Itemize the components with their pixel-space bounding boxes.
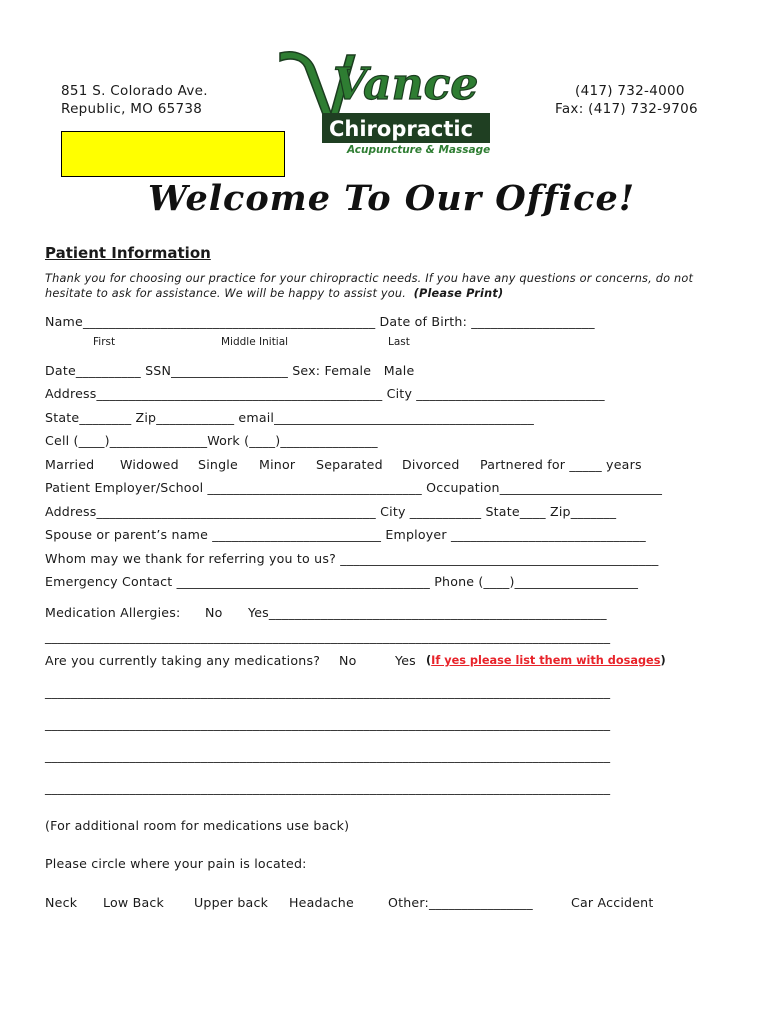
allergies-label: Medication Allergies: xyxy=(45,605,181,620)
phone-number: (417) 732-4000 xyxy=(575,83,685,99)
name-last-label: Last xyxy=(388,336,410,348)
address-line-2: Republic, MO 65738 xyxy=(61,101,203,117)
allergies-no-option[interactable]: No xyxy=(205,605,223,620)
pain-option-headache[interactable]: Headache xyxy=(289,895,354,910)
marital-divorced[interactable]: Divorced xyxy=(402,457,460,472)
address2-field[interactable]: Address___________________________________________ City ___________ State____ Zip_______ xyxy=(45,504,617,519)
medications-yes-option[interactable]: Yes xyxy=(395,653,416,668)
marital-separated[interactable]: Separated xyxy=(316,457,383,472)
pain-option-upper-back[interactable]: Upper back xyxy=(194,895,269,910)
intro-line-1: Thank you for choosing our practice for your chiropractic needs. If you have any questions or concerns, do not xyxy=(45,272,694,285)
spouse-employer-field[interactable]: Spouse or parent’s name __________________________ Employer ______________________________ xyxy=(45,527,646,542)
additional-room-note: (For additional room for medications use back) xyxy=(45,818,350,833)
medications-note-close: ) xyxy=(660,654,666,667)
emergency-contact-field[interactable]: Emergency Contact _______________________________________ Phone (____)___________________ xyxy=(45,574,639,589)
marital-single[interactable]: Single xyxy=(198,457,238,472)
pain-option-neck[interactable]: Neck xyxy=(45,895,78,910)
medication-line[interactable]: _______________________________________________________________________________________ xyxy=(45,716,611,731)
welcome-heading: Welcome To Our Office! xyxy=(148,178,636,219)
medications-no-option[interactable]: No xyxy=(339,653,357,668)
medications-question: Are you currently taking any medications? xyxy=(45,653,321,668)
logo-tagline-text: Acupuncture & Massage xyxy=(347,144,491,156)
state-zip-email-field[interactable]: State________ Zip____________ email________________________________________ xyxy=(45,410,535,425)
intro-line-2-text: hesitate to ask for assistance. We will be happy to assist you. xyxy=(45,287,407,300)
medication-line[interactable]: _______________________________________________________________________________________ xyxy=(45,748,611,763)
medication-line[interactable]: _______________________________________________________________________________________ xyxy=(45,780,611,795)
marital-widowed[interactable]: Widowed xyxy=(120,457,179,472)
please-print-note: (Please Print) xyxy=(413,287,504,300)
section-title: Patient Information xyxy=(45,244,211,262)
address-line-1: 851 S. Colorado Ave. xyxy=(61,83,208,99)
medications-note-text: If yes please list them with dosages xyxy=(431,654,661,667)
referral-field[interactable]: Whom may we thank for referring you to us? _________________________________________________ xyxy=(45,551,659,566)
name-first-label: First xyxy=(93,336,116,348)
medication-line[interactable]: _______________________________________________________________________________________ xyxy=(45,684,611,699)
pain-option-other[interactable]: Other:________________ xyxy=(388,895,533,910)
address-field[interactable]: Address____________________________________________ City _____________________________ xyxy=(45,386,605,401)
cell-work-field[interactable]: Cell (____)_______________Work (____)_______________ xyxy=(45,433,378,448)
medications-note xyxy=(426,654,666,667)
highlight-box xyxy=(61,131,285,177)
employer-occupation-field[interactable]: Patient Employer/School _________________________________ Occupation_________________________ xyxy=(45,480,663,495)
name-field[interactable]: Name_____________________________________________ Date of Birth: ___________________ xyxy=(45,314,595,329)
date-ssn-sex-field[interactable]: Date__________ SSN__________________ Sex: Female Male xyxy=(45,363,415,378)
pain-location-prompt: Please circle where your pain is located: xyxy=(45,856,307,871)
vance-chiropractic-logo xyxy=(275,47,497,159)
fax-number: Fax: (417) 732-9706 xyxy=(555,101,698,117)
marital-minor[interactable]: Minor xyxy=(259,457,296,472)
intro-line-2 xyxy=(45,287,503,300)
logo-chiropractic-text: Chiropractic xyxy=(329,117,474,141)
name-middle-label: Middle Initial xyxy=(221,336,289,348)
logo-vance-text: Vance xyxy=(333,59,479,110)
marital-married[interactable]: Married xyxy=(45,457,95,472)
allergies-blank-line[interactable]: _______________________________________________________________________________________ xyxy=(45,629,611,644)
medications-note-open: ( xyxy=(426,654,432,667)
allergies-yes-field[interactable]: Yes____________________________________________________ xyxy=(248,605,607,620)
marital-partnered[interactable]: Partnered for _____ years xyxy=(480,457,642,472)
pain-option-low-back[interactable]: Low Back xyxy=(103,895,164,910)
pain-option-car-accident[interactable]: Car Accident xyxy=(571,895,654,910)
